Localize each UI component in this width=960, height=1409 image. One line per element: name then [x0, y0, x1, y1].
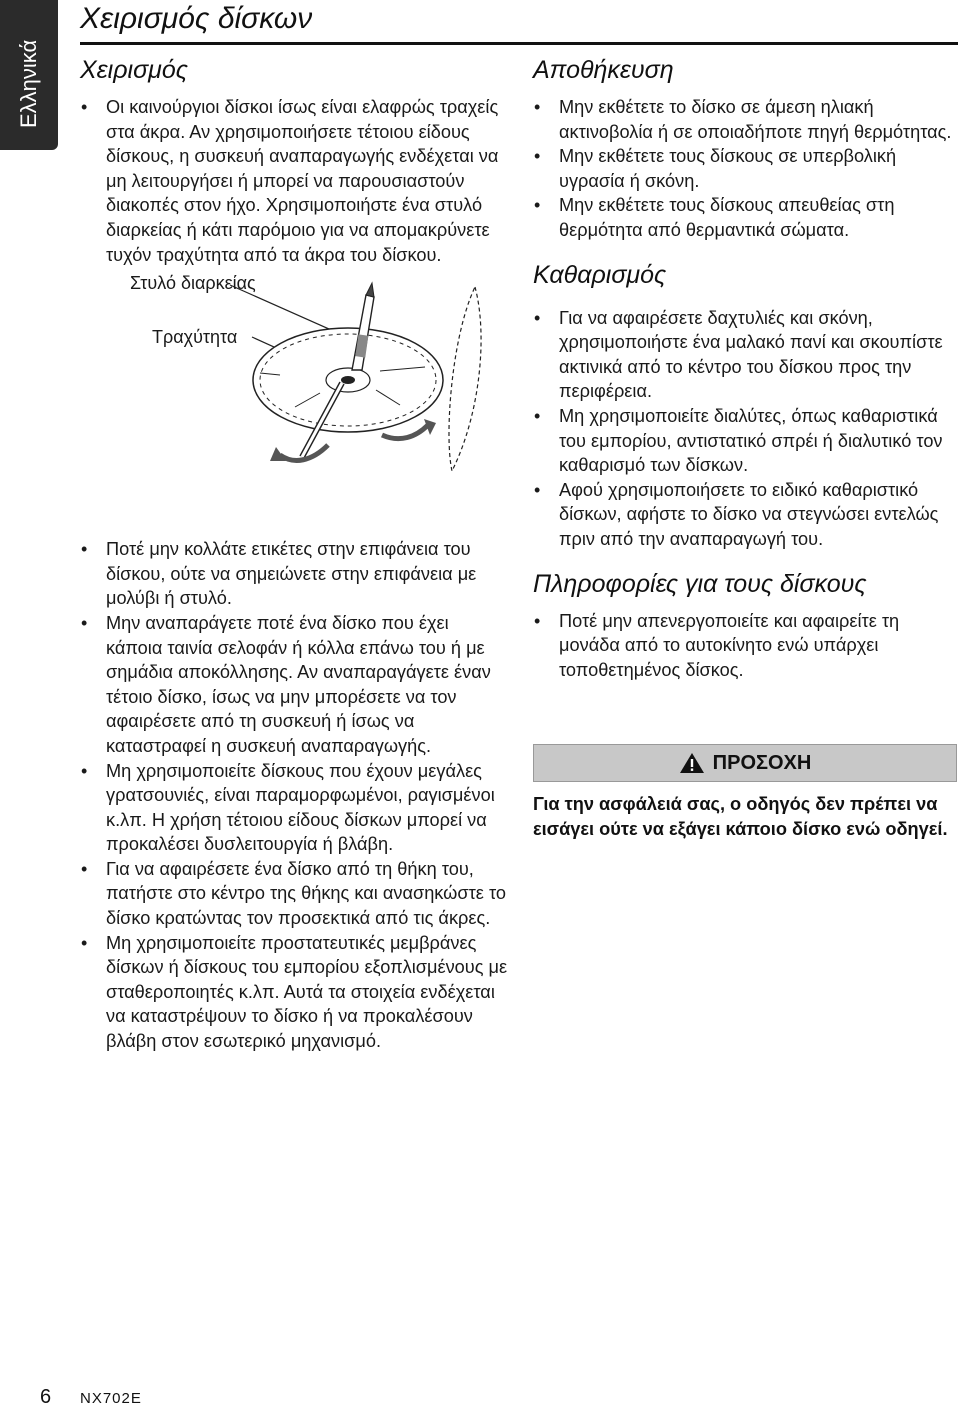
list-item: • Μη χρησιμοποιείτε διαλύτες, όπως καθαριστικά του εμπορίου, αντιστατικό σπρέι ή διαλυτικό τον καθαρισμό των δίσκων. [533, 404, 953, 478]
list-item: • Ποτέ μην κολλάτε ετικέτες στην επιφάνεια του δίσκου, ούτε να σημειώνετε στην επιφάνεια με μολύβι ή στυλό. [80, 537, 510, 611]
list-item: • Για να αφαιρέσετε ένα δίσκο από τη θήκη του, πατήστε στο κέντρο της θήκης και ανασηκώστε το δίσκο κρατώντας τον προσεκτικά από τις άκρες. [80, 857, 510, 931]
list-item: • Μην εκθέτετε το δίσκο σε άμεση ηλιακή ακτινοβολία ή σε οποιαδήποτε πηγή θερμότητας. [533, 95, 953, 144]
right-column [533, 56, 953, 841]
list-item: • Μη χρησιμοποιείτε προστατευτικές μεμβράνες δίσκων ή δίσκους του εμπορίου εξοπλισμένους με σταθεροποιητές κ.λπ. Αυτά τα στοιχεία ενδέχεται να καταστρέψουν το δίσκο ή να προκαλέσουν βλάβη στον εσωτερικό μηχανισμό. [80, 931, 510, 1054]
section-title-handling: Χειρισμός [80, 56, 188, 84]
title-divider [80, 42, 958, 45]
storage-list [533, 95, 953, 243]
page-number: 6 [40, 1386, 52, 1408]
left-column [80, 56, 510, 1054]
figure-label-pen: Στυλό διαρκείας [130, 273, 256, 294]
section-title-disc-info: Πληροφορίες για τους δίσκους [533, 569, 867, 598]
figure-label-roughness: Τραχύτητα [152, 327, 238, 348]
model-name: NX702E [80, 1390, 142, 1407]
caution-label: ΠΡΟΣΟΧΗ [712, 751, 812, 774]
warning-icon [679, 752, 705, 774]
list-item: • Μη χρησιμοποιείτε δίσκους που έχουν μεγάλες γρατσουνιές, είναι παραμορφωμένοι, ραγισμένοι κ.λπ. Η χρήση τέτοιου είδους δίσκων μπορεί να προκαλέσει δυσλειτουργία ή βλάβη. [80, 759, 510, 857]
language-tab-label: Ελληνικά [16, 39, 41, 128]
disc-pen-illustration [80, 275, 510, 525]
list-item: • Αφού χρησιμοποιήσετε το ειδικό καθαριστικό δίσκων, αφήστε το δίσκο να στεγνώσει εντελώς πριν από την αναπαραγωγή του. [533, 478, 953, 552]
list-item: • Μην εκθέτετε τους δίσκους σε υπερβολική υγρασία ή σκόνη. [533, 144, 953, 193]
language-tab [0, 0, 58, 150]
list-item: • Μην αναπαράγετε ποτέ ένα δίσκο που έχει κάποια ταινία σελοφάν ή κόλλα επάνω του ή με σημάδια αποκόλλησης. Αν αναπαραγάγετε έναν τέτοιο δίσκο, ίσως να μην μπορέσετε να τον αφαιρέσετε από τη συσκευή ή ίσως να καταστραφεί η συσκευή αναπαραγωγής. [80, 611, 510, 759]
section-title-cleaning: Καθαρισμός [533, 260, 667, 289]
handling-intro-list [80, 95, 510, 267]
cleaning-list [533, 306, 953, 552]
list-item: • Οι καινούργιοι δίσκοι ίσως είναι ελαφρώς τραχείς στα άκρα. Αν χρησιμοποιήσετε τέτοιου είδους δίσκους, η συσκευή αναπαραγωγής ενδέχεται να μη λειτουργήσει ή μπορεί να παρουσιαστούν διακοπές στον ήχο. Χρησιμοποιήστε ένα στυλό διαρκείας ή κάτι παρόμοιο για να απομακρύνετε τυχόν τραχύτητα από τα άκρα του δίσκου. [80, 95, 510, 267]
list-item: • Ποτέ μην απενεργοποιείτε και αφαιρείτε τη μονάδα από το αυτοκίνητο ενώ υπάρχει τοποθετημένος δίσκος. [533, 609, 953, 683]
section-title-storage: Αποθήκευση [533, 56, 674, 84]
disc-info-list [533, 609, 953, 683]
caution-banner [533, 744, 957, 782]
list-item: • Για να αφαιρέσετε δαχτυλιές και σκόνη, χρησιμοποιήστε ένα μαλακό πανί και σκουπίστε ακτινικά από το κέντρο του δίσκου προς την περιφέρεια. [533, 306, 953, 404]
caution-text: Για την ασφάλειά σας, ο οδηγός δεν πρέπει να εισάγει ούτε να εξάγει κάποιο δίσκο ενώ οδηγεί. [533, 794, 948, 839]
handling-list [80, 537, 510, 1053]
list-item: • Μην εκθέτετε τους δίσκους απευθείας στη θερμότητα από θερμαντικά σώματα. [533, 193, 953, 242]
disc-deburring-figure [80, 275, 510, 525]
page-title: Χειρισμός δίσκων [80, 2, 313, 35]
